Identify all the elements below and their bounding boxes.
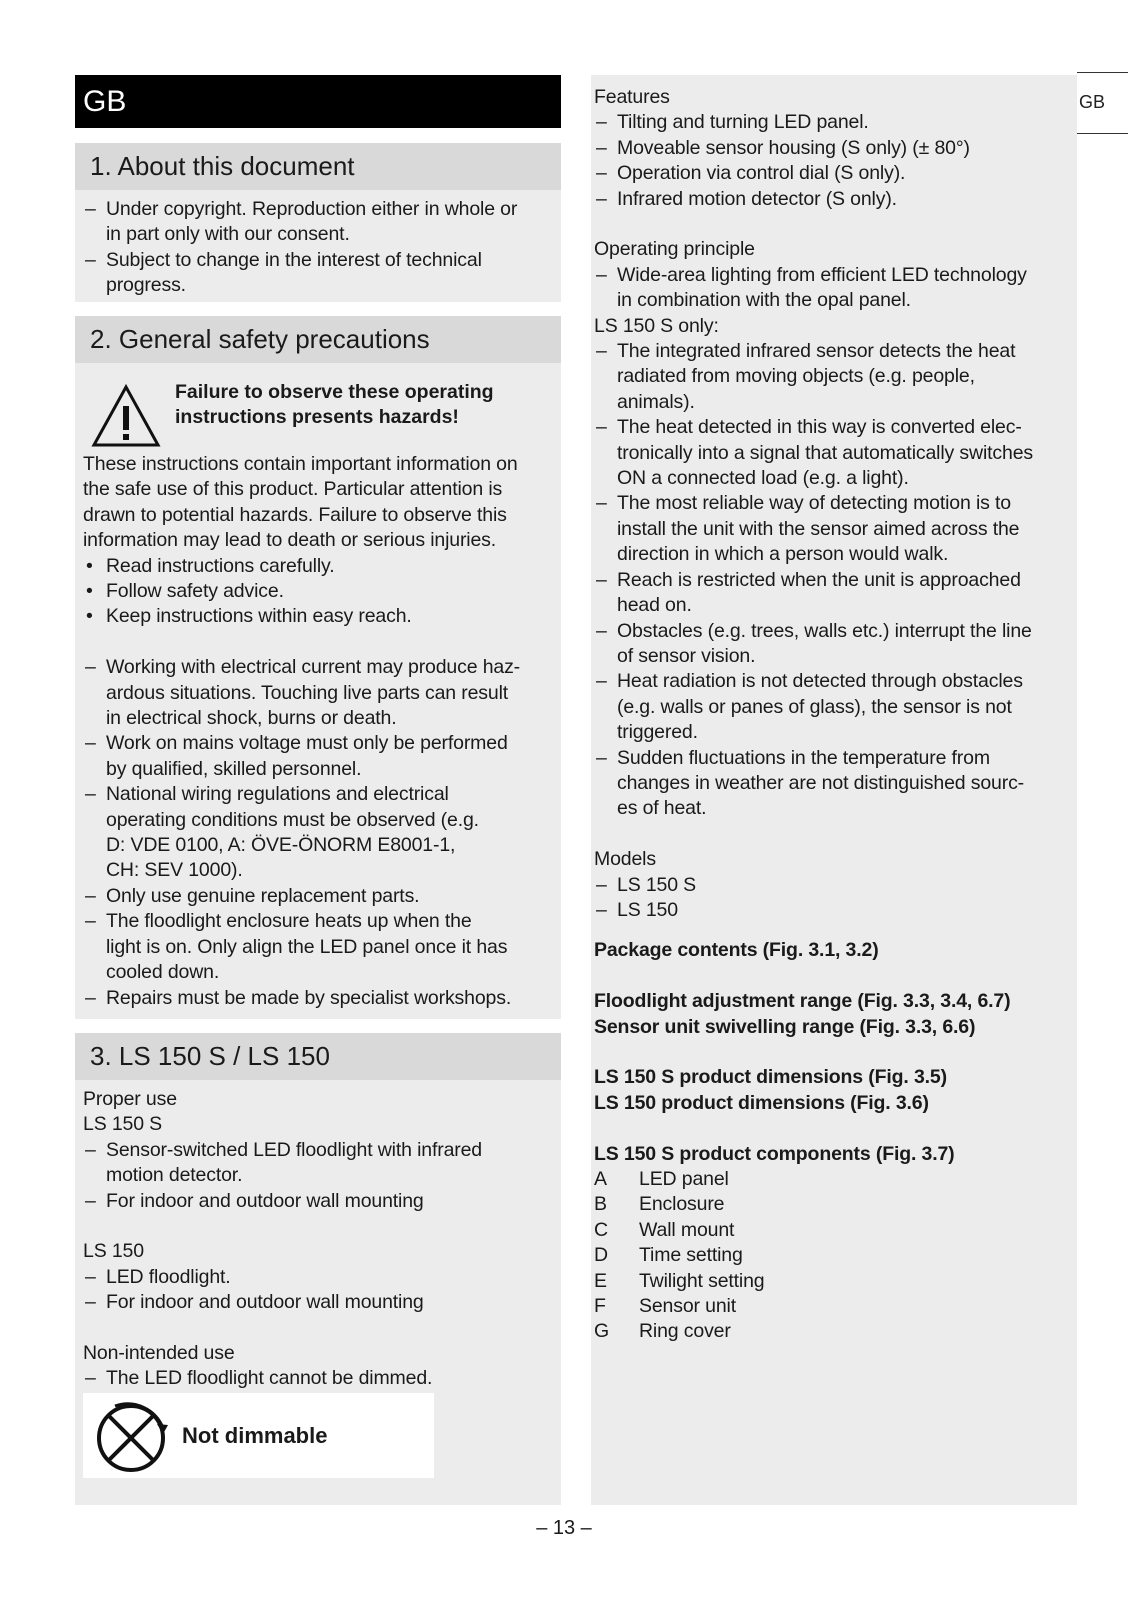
list-item: – Tilting and turning LED panel.	[596, 111, 869, 134]
list-item: – Operation via control dial (S only).	[596, 162, 906, 185]
proper-use-heading: Proper use	[83, 1088, 177, 1110]
about-list	[83, 197, 553, 299]
language-banner: GB	[75, 75, 561, 128]
section-heading-product: 3. LS 150 S / LS 150	[75, 1033, 561, 1080]
ls150s-dimensions-heading: LS 150 S product dimensions (Fig. 3.5)	[594, 1066, 947, 1089]
list-item: – Repairs must be made by specialist workshops.	[85, 986, 512, 1009]
list-item: – The floodlight enclosure heats up when the light is on. Only align the LED panel once it has cooled down.	[85, 910, 508, 984]
list-item: – The integrated infrared sensor detects the heat radiated from moving objects (e.g. people, animals).	[596, 340, 1016, 413]
list-item: – Heat radiation is not detected through obstacles (e.g. walls or panes of glass), the sensor is not triggered.	[596, 670, 1023, 744]
list-item: – Subject to change in the interest of technical progress.	[85, 248, 482, 297]
safety-body	[83, 452, 555, 1011]
warning-triangle-icon	[91, 384, 161, 448]
list-item: – Moveable sensor housing (S only) (± 80°)	[596, 136, 970, 159]
component-item: F Sensor unit	[594, 1295, 736, 1318]
not-dimmable-label: Not dimmable	[182, 1423, 328, 1448]
section-heading-about: 1. About this document	[75, 143, 561, 190]
non-intended-heading: Non-intended use	[83, 1342, 235, 1365]
ls150-label: LS 150	[83, 1240, 144, 1263]
bullet-item: • Follow safety advice.	[86, 580, 284, 603]
list-item: – The heat detected in this way is converted elec- tronically into a signal that automatically switches ON a connected load (e.g. a light).	[596, 416, 1033, 490]
list-item: – The most reliable way of detecting motion is to install the unit with the sensor aimed across the direction in which a person would walk.	[596, 492, 1020, 566]
ls150s-only-label: LS 150 S only:	[594, 314, 719, 337]
package-contents-heading: Package contents (Fig. 3.1, 3.2)	[594, 939, 879, 962]
floodlight-range-heading: Floodlight adjustment range (Fig. 3.3, 3.4, 6.7)	[594, 990, 1011, 1013]
list-item: – LS 150	[596, 898, 678, 921]
component-item: B Enclosure	[594, 1193, 725, 1216]
list-item: – The LED floodlight cannot be dimmed.	[85, 1367, 433, 1390]
models-heading: Models	[594, 848, 656, 871]
not-dimmable-icon	[93, 1398, 169, 1474]
list-item: – Wide-area lighting from efficient LED technology in combination with the opal panel.	[596, 263, 1027, 312]
list-item: – Work on mains voltage must only be performed by qualified, skilled personnel.	[85, 732, 508, 780]
list-item: – Sensor-switched LED floodlight with infrared motion detector.	[85, 1138, 483, 1187]
warning-text: Failure to observe these operating instructions presents hazards!	[175, 381, 494, 429]
section-heading-safety: 2. General safety precautions	[75, 316, 561, 363]
ls150s-label: LS 150 S	[83, 1113, 163, 1136]
list-item: – Working with electrical current may produce haz- ardous situations. Touching live parts can result in electrical shock, burns or death.	[85, 656, 521, 730]
list-item: – Infrared motion detector (S only).	[596, 187, 897, 210]
list-item: – Under copyright. Reproduction either in whole or in part only with our consent.	[85, 198, 518, 246]
sensor-range-heading: Sensor unit swivelling range (Fig. 3.3, 6.6)	[594, 1015, 976, 1038]
safety-intro: These instructions contain important information on the safe use of this product. Particular attention is drawn to potential hazards. Failure to observe this information may lead to death or serious injuries.	[83, 453, 518, 552]
right-column-body	[594, 85, 1064, 1345]
list-item: – Obstacles (e.g. trees, walls etc.) interrupt the line of sensor vision.	[596, 619, 1032, 667]
bullet-item: • Read instructions carefully.	[86, 554, 335, 577]
component-item: C Wall mount	[594, 1218, 735, 1241]
bullet-item: • Keep instructions within easy reach.	[86, 605, 412, 628]
features-heading: Features	[594, 86, 670, 108]
list-item: – Sudden fluctuations in the temperature from changes in weather are not distinguished sourc- es of heat.	[596, 746, 1025, 820]
components-heading: LS 150 S product components (Fig. 3.7)	[594, 1142, 955, 1165]
list-item: – For indoor and outdoor wall mounting	[85, 1291, 424, 1314]
operating-principle-heading: Operating principle	[594, 238, 755, 261]
list-item: – LED floodlight.	[85, 1265, 231, 1288]
component-item: D Time setting	[594, 1244, 743, 1267]
list-item: – National wiring regulations and electrical operating conditions must be observed (e.g. D: VDE 0100, A: ÖVE-ÖNORM E8001-1, CH: SEV 1000).	[85, 783, 479, 882]
not-dimmable-notice	[83, 1393, 434, 1478]
list-item: – Reach is restricted when the unit is approached head on.	[596, 568, 1021, 617]
product-body	[83, 1087, 555, 1392]
list-item: – Only use genuine replacement parts.	[85, 884, 420, 907]
component-item: G Ring cover	[594, 1320, 731, 1343]
list-item: – For indoor and outdoor wall mounting	[85, 1189, 424, 1212]
language-side-tab: GB	[1077, 72, 1128, 134]
component-item: E Twilight setting	[594, 1269, 765, 1292]
page-number: – 13 –	[536, 1517, 592, 1539]
component-item: A LED panel	[594, 1167, 729, 1190]
hazard-warning	[85, 378, 553, 456]
list-item: – LS 150 S	[596, 873, 697, 896]
ls150-dimensions-heading: LS 150 product dimensions (Fig. 3.6)	[594, 1091, 929, 1114]
